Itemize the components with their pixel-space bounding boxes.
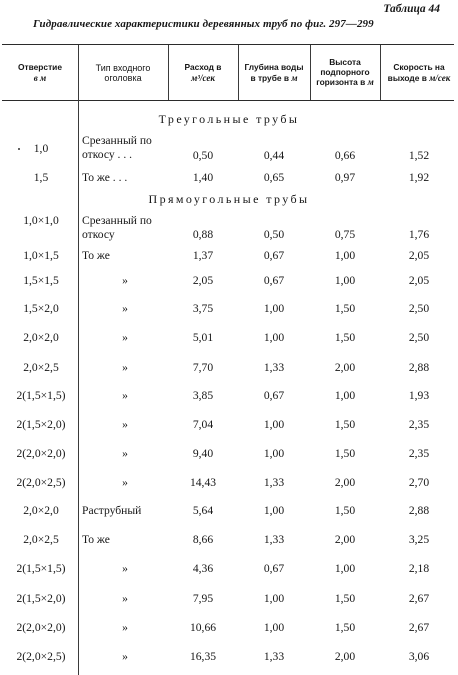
- cell-height: 2,00: [334, 361, 356, 374]
- cell-depth: 1,00: [263, 331, 285, 344]
- cell-depth: 0,50: [263, 228, 285, 241]
- header-depth: Глубина воды в трубе в м: [244, 62, 304, 83]
- cell-speed: 2,67: [408, 621, 430, 634]
- cell-depth: 0,67: [263, 249, 285, 262]
- cell-opening: 2(2,0×2,5): [16, 650, 66, 663]
- cell-type: »: [122, 621, 128, 634]
- cell-flow: 1,37: [192, 249, 214, 262]
- cell-speed: 2,88: [408, 361, 430, 374]
- table-row: [0, 525, 458, 557]
- table-row: [0, 439, 458, 471]
- cell-opening: 2(1,5×1,5): [16, 562, 66, 575]
- table-row: [0, 584, 458, 616]
- cell-depth: 1,33: [263, 476, 285, 489]
- cell-speed: 1,92: [408, 171, 430, 184]
- table-row: [0, 554, 458, 586]
- cell-type: »: [122, 562, 128, 575]
- cell-depth: 0,67: [263, 562, 285, 575]
- table-title: Гидравлические характеристики деревянных труб по фиг. 297—299: [33, 18, 374, 30]
- cell-depth: 1,00: [263, 592, 285, 605]
- table-row: [0, 496, 458, 528]
- cell-opening: 1,0×1,0: [23, 214, 59, 227]
- cell-type: Раструбный: [82, 504, 142, 517]
- header-flow: Расход в м³/сек: [184, 62, 222, 83]
- cell-type: »: [122, 418, 128, 431]
- table-row: [0, 323, 458, 355]
- cell-speed: 1,52: [408, 149, 430, 162]
- cell-height: 1,00: [334, 274, 356, 287]
- cell-height: 0,66: [334, 149, 356, 162]
- cell-speed: 2,88: [408, 504, 430, 517]
- cell-depth: 1,33: [263, 533, 285, 546]
- header-speed: Скорость на выходе в м/сек: [387, 62, 451, 83]
- cell-speed: 2,67: [408, 592, 430, 605]
- cell-flow: 14,43: [189, 476, 217, 489]
- cell-depth: 1,00: [263, 621, 285, 634]
- cell-opening: 2(1,5×2,0): [16, 592, 66, 605]
- cell-depth: 1,33: [263, 361, 285, 374]
- cell-flow: 1,40: [192, 171, 214, 184]
- cell-speed: 2,35: [408, 447, 430, 460]
- cell-flow: 5,64: [192, 504, 214, 517]
- table-number: Таблица 44: [383, 3, 440, 15]
- cell-height: 1,50: [334, 621, 356, 634]
- cell-flow: 2,05: [192, 274, 214, 287]
- cell-height: 2,00: [334, 476, 356, 489]
- cell-speed: 2,05: [408, 249, 430, 262]
- cell-opening: 1,5×1,5: [23, 274, 59, 287]
- cell-opening: 2(2,0×2,5): [16, 476, 66, 489]
- cell-flow: 7,95: [192, 592, 214, 605]
- cell-speed: 3,25: [408, 533, 430, 546]
- cell-depth: 0,67: [263, 389, 285, 402]
- cell-speed: 1,76: [408, 228, 430, 241]
- section-title-triangular: Треугольные трубы: [158, 112, 300, 126]
- cell-opening: 1,0×1,5: [23, 249, 59, 262]
- cell-flow: 10,66: [189, 621, 217, 634]
- cell-type: »: [122, 331, 128, 344]
- cell-opening: 1,5: [33, 171, 49, 184]
- cell-type: »: [122, 274, 128, 287]
- cell-height: 2,00: [334, 533, 356, 546]
- cell-height: 1,00: [334, 249, 356, 262]
- header-top-rule: [2, 44, 454, 45]
- cell-depth: 0,67: [263, 274, 285, 287]
- header-bottom-rule: [2, 100, 454, 101]
- cell-speed: 1,93: [408, 389, 430, 402]
- cell-depth: 1,00: [263, 447, 285, 460]
- cell-speed: 2,50: [408, 302, 430, 315]
- header-height: Высота подпорного горизонта в м: [316, 57, 374, 88]
- cell-type: »: [122, 476, 128, 489]
- cell-type: »: [122, 361, 128, 374]
- section-title-rectangular: Прямоугольные трубы: [148, 192, 310, 206]
- cell-type: Срезанный по откосу . . .: [82, 134, 152, 161]
- cell-flow: 16,35: [189, 650, 217, 663]
- cell-speed: 2,05: [408, 274, 430, 287]
- cell-type: »: [122, 447, 128, 460]
- cell-type: »: [122, 302, 128, 315]
- cell-depth: 0,65: [263, 171, 285, 184]
- cell-opening: 2,0×2,5: [23, 361, 59, 374]
- cell-flow: 8,66: [192, 533, 214, 546]
- cell-height: 1,50: [334, 331, 356, 344]
- cell-height: 1,50: [334, 302, 356, 315]
- cell-depth: 0,44: [263, 149, 285, 162]
- cell-height: 2,00: [334, 650, 356, 663]
- cell-flow: 7,70: [192, 361, 214, 374]
- cell-opening: 2(2,0×2,0): [16, 447, 66, 460]
- cell-flow: 3,85: [192, 389, 214, 402]
- cell-flow: 4,36: [192, 562, 214, 575]
- table-row: [0, 163, 458, 195]
- cell-depth: 1,33: [263, 650, 285, 663]
- table-row: [0, 613, 458, 645]
- cell-height: 1,00: [334, 562, 356, 575]
- cell-flow: 7,04: [192, 418, 214, 431]
- cell-opening: 2(2,0×2,0): [16, 621, 66, 634]
- cell-opening: 2(1,5×2,0): [16, 418, 66, 431]
- cell-type: »: [122, 592, 128, 605]
- cell-height: 1,50: [334, 447, 356, 460]
- cell-height: 1,50: [334, 592, 356, 605]
- header-opening: Отверстие в м: [18, 62, 62, 83]
- cell-height: 1,50: [334, 418, 356, 431]
- cell-flow: 3,75: [192, 302, 214, 315]
- cell-opening: 2,0×2,0: [23, 504, 59, 517]
- cell-depth: 1,00: [263, 302, 285, 315]
- cell-height: 1,00: [334, 389, 356, 402]
- cell-depth: 1,00: [263, 504, 285, 517]
- cell-type: Срезанный по откосу: [82, 214, 152, 241]
- cell-opening: 2,0×2,5: [23, 533, 59, 546]
- table-row: [0, 410, 458, 442]
- cell-speed: 2,35: [408, 418, 430, 431]
- cell-speed: 2,70: [408, 476, 430, 489]
- cell-type: То же: [82, 249, 110, 262]
- cell-height: 1,50: [334, 504, 356, 517]
- cell-type: То же: [82, 533, 110, 546]
- cell-height: 0,97: [334, 171, 356, 184]
- cell-opening: 1,0: [33, 142, 49, 155]
- cell-flow: 0,88: [192, 228, 214, 241]
- cell-speed: 2,50: [408, 331, 430, 344]
- header-type: Тип входного оголовка: [95, 62, 151, 83]
- cell-type: »: [122, 389, 128, 402]
- cell-flow: 5,01: [192, 331, 214, 344]
- cell-flow: 9,40: [192, 447, 214, 460]
- cell-height: 0,75: [334, 228, 356, 241]
- cell-opening: 1,5×2,0: [23, 302, 59, 315]
- table-row: [0, 294, 458, 326]
- cell-opening: 2,0×2,0: [23, 331, 59, 344]
- cell-opening: 2(1,5×1,5): [16, 389, 66, 402]
- table-row: [0, 642, 458, 674]
- cell-flow: 0,50: [192, 149, 214, 162]
- table-row: [0, 381, 458, 413]
- cell-type: То же . . .: [82, 171, 128, 184]
- cell-depth: 1,00: [263, 418, 285, 431]
- table-row: [0, 134, 458, 166]
- cell-type: »: [122, 650, 128, 663]
- cell-speed: 2,18: [408, 562, 430, 575]
- cell-speed: 3,06: [408, 650, 430, 663]
